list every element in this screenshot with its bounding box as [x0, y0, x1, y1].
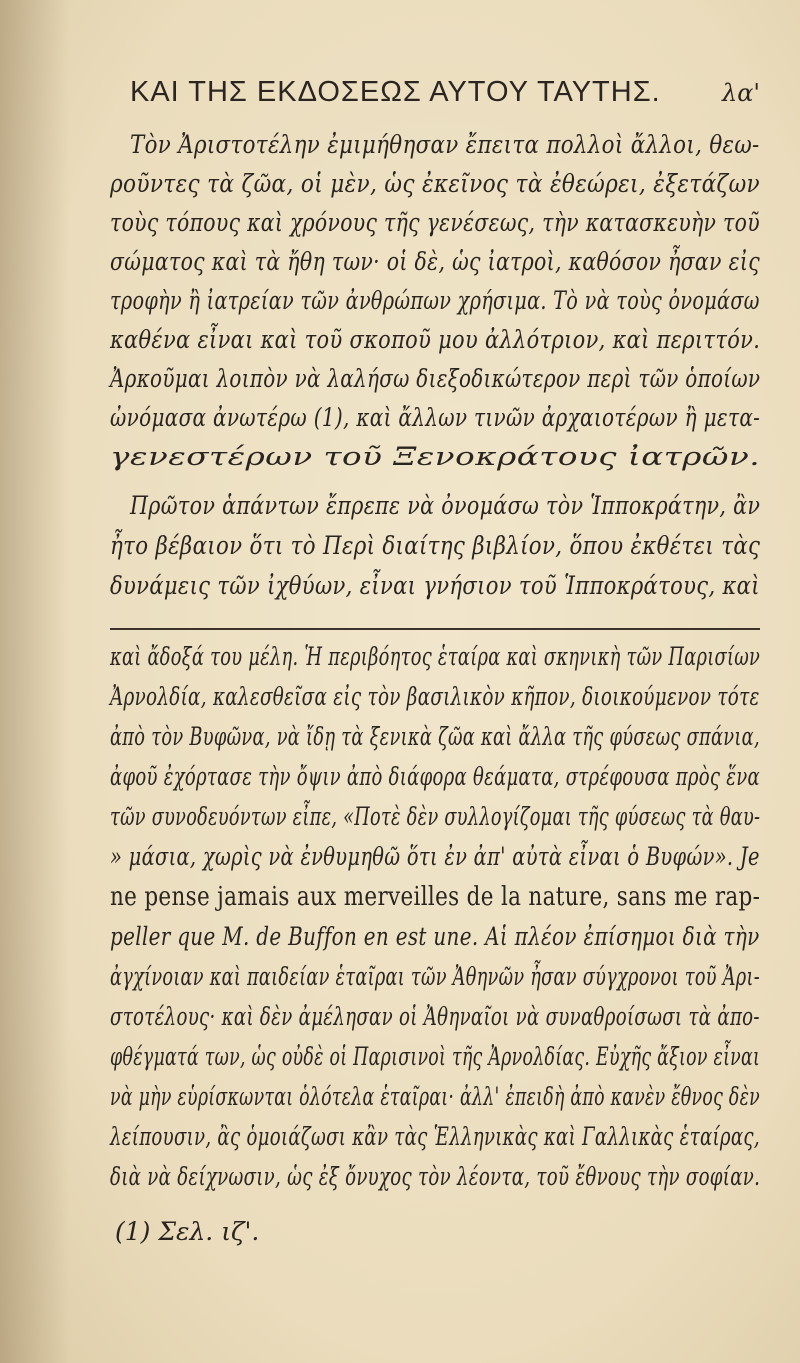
note-line: λείπουσιν, ἂς ὁμοιάζωσι κἂν τὰς Ἑλληνικὰς καὶ Γαλλικὰς ἑταίρας, [110, 1122, 760, 1151]
footnote-reference: (1) Σελ. ιζ'. [115, 1217, 260, 1246]
text-line: ροῦντες τὰ ζῶα, οἱ μὲν, ὡς ἐκεῖνος τὰ ἐθεώρει, ἐξετάζων [110, 169, 761, 198]
text-line: Τὸν Ἀριστοτέλην ἐμιμήθησαν ἔπειτα πολλοὶ ἄλλοι, θεω- [130, 130, 760, 159]
note-line: τῶν συνοδευόντων εἶπε, «Ποτὲ δὲν συλλογίζομαι τῆς φύσεως τὰ θαυ- [110, 802, 761, 831]
text-line: ἦτο βέβαιον ὅτι τὸ Περὶ διαίτης βιβλίον, ὅπου ἐκθέτει τὰς [110, 531, 761, 560]
text-line: δυνάμεις τῶν ἰχθύων, εἶναι γνήσιον τοῦ Ἱπποκράτους, καὶ [110, 571, 760, 600]
note-line: ἀφοῦ ἐχόρτασε τὴν ὄψιν ἀπὸ διάφορα θεάματα, στρέφουσα πρὸς ἕνα [110, 762, 760, 791]
page-number: λα' [721, 79, 760, 107]
note-line: διὰ νὰ δείχνωσιν, ὡς ἐξ ὄνυχος τὸν λέοντα, τοῦ ἔθνους τὴν σοφίαν. [110, 1162, 761, 1191]
note-line: ἀπὸ τὸν Βυφῶνα, νὰ ἴδῃ τὰ ξενικὰ ζῶα καὶ ἄλλα τῆς φύσεως σπάνια, [110, 722, 760, 751]
note-line: καὶ ἄδοξά του μέλη. Ἡ περιβόητος ἑταίρα καὶ σκηνικὴ τῶν Παρισίων [110, 642, 761, 671]
text-line: τροφὴν ἢ ἰατρείαν τῶν ἀνθρώπων χρήσιμα. Τὸ νὰ τοὺς ὀνομάσω [110, 286, 760, 315]
note-line: Ἀρνολδία, καλεσθεῖσα εἰς τὸν βασιλικὸν κῆπον, διοικούμενον τότε [110, 682, 760, 711]
text-line: καθένα εἶναι καὶ τοῦ σκοποῦ μου ἀλλότριον, καὶ περιττόν. [110, 325, 761, 354]
note-line: peller que M. de Buffon en est une. Αἱ πλέον ἐπίσημοι διὰ τὴν [110, 922, 760, 951]
note-line-french: ne pense jamais aux merveilles de la nature, sans me rap- [110, 882, 761, 912]
note-line: » μάσια, χωρὶς νὰ ἐνθυμηθῶ ὅτι ἐν ἀπ' αὐτὰ εἶναι ὁ Βυφών». Je [110, 842, 760, 871]
text-line: Ἀρκοῦμαι λοιπὸν νὰ λαλήσω διεξοδικώτερον περὶ τῶν ὁποίων [110, 364, 761, 393]
note-line: ἀγχίνοιαν καὶ παιδείαν ἑταῖραι τῶν Ἀθηνῶν ἦσαν σύγχρονοι τοῦ Ἀρι- [110, 962, 760, 991]
note-line: νὰ μὴν εὑρίσκωνται ὁλότελα ἑταῖραι· ἀλλ' ἐπειδὴ ἀπὸ κανὲν ἔθνος δὲν [110, 1082, 760, 1111]
binding-shadow [0, 0, 70, 1363]
running-head [130, 76, 760, 116]
text-line: ὠνόμασα ἀνωτέρω (1), καὶ ἄλλων τινῶν ἀρχαιοτέρων ἢ μετα- [110, 403, 761, 432]
note-line: φθέγματά των, ὡς οὐδὲ οἱ Παρισινοὶ τῆς Ἀρνολδίας. Εὐχῆς ἄξιον εἶναι [110, 1042, 761, 1071]
footnote-rule [110, 628, 760, 630]
text-line: Πρῶτον ἁπάντων ἔπρεπε νὰ ὀνομάσω τὸν Ἱπποκράτην, ἂν [130, 491, 761, 520]
text-line: γενεστέρων τοῦ Ξενοκράτους ἰατρῶν. [110, 442, 761, 471]
text-line: σώματος καὶ τὰ ἤθη των· οἱ δὲ, ὡς ἰατροὶ, καθόσον ἦσαν εἰς [110, 247, 760, 276]
note-line: στοτέλους· καὶ δὲν ἀμέλησαν οἱ Ἀθηναῖοι νὰ συναθροίσωσι τὰ ἀπο- [110, 1002, 760, 1031]
text-line: τοὺς τόπους καὶ χρόνους τῆς γενέσεως, τὴν κατασκευὴν τοῦ [110, 208, 760, 237]
running-head-title: ΚΑΙ ΤΗΣ ΕΚΔΟΣΕΩΣ ΑΥΤΟΥ ΤΑΥΤΗΣ. [130, 76, 661, 108]
